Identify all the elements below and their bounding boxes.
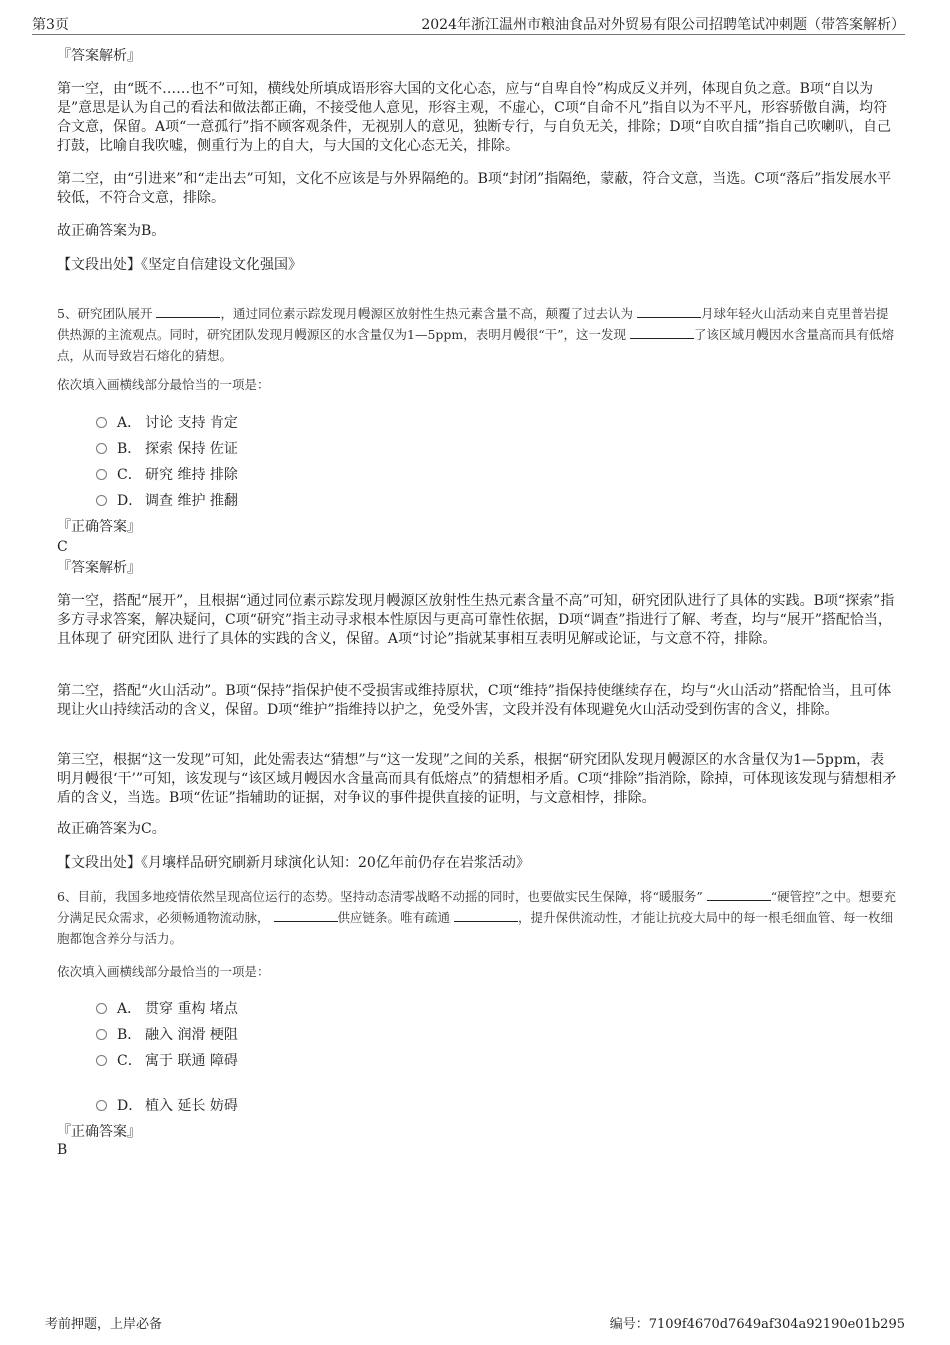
- q5-conclusion: 故正确答案为C。: [57, 821, 166, 837]
- q6-answer-label: 『正确答案』: [57, 1124, 141, 1140]
- footer-slogan: 考前押题，上岸必备: [45, 1317, 163, 1332]
- q5-stem: 5、研究团队展开 ，通过同位素示踪发现月幔源区放射性生热元素含量不高，颠覆了过去认为 月球年轻火山活动来自克里普岩提供热源的主流观点。同时，研究团队发现月幔源区的水含量仅为1—5ppm，表明月幔很“干”，这一发现 了该区域月幔因水含量高而具有低熔点，从而导致岩石熔化的猜想。: [57, 306, 895, 363]
- radio-icon[interactable]: [96, 1055, 107, 1066]
- q4-analysis-para1: 第一空，由“既不……也不”可知，横线处所填成语形容大国的文化心态，应与“自卑自怜”构成反义并列，体现自负之意。B项“自以为是”意思是认为自己的看法和做法都正确，不接受他人意见，形容主观，不虚心，C项“自命不凡”指自以为不平凡，形容骄傲自满，均符合文意，保留。A项“一意孤行”指不顾客观条件，无视别人的意见，独断专行，与自负无关，排除；D项“自吹自擂”指自己吹喇叭，自己打鼓，比喻自我吹嘘，侧重行为上的自大，与大国的文化心态无关，排除。: [57, 81, 891, 154]
- q6-answer: B: [57, 1142, 68, 1158]
- q5-option-c[interactable]: C． 研究 维持 排除: [96, 464, 238, 484]
- q6-instruction: 依次填入画横线部分最恰当的一项是：: [57, 964, 270, 979]
- q5-analysis-label: 『答案解析』: [57, 560, 141, 576]
- q5-blank-3: [630, 326, 694, 339]
- q6-blank-2: [274, 909, 338, 922]
- q5-option-d[interactable]: D． 调查 维护 推翻: [96, 490, 238, 510]
- q5-option-b[interactable]: B． 探索 保持 佐证: [96, 438, 238, 458]
- q6-number: 6、: [57, 889, 78, 904]
- q5-analysis-para2: 第二空，搭配“火山活动”。B项“保持”指保护使不受损害或维持原状，C项“维持”指保持使继续存在，均与“火山活动”搭配恰当，且可体现让火山持续活动的含义，保留。D项“维护”指维持以护之，免受外害，文段并没有体现避免火山活动受到伤害的含义，排除。: [57, 683, 892, 718]
- q4-analysis-label: 『答案解析』: [57, 48, 141, 64]
- radio-icon[interactable]: [96, 1029, 107, 1040]
- radio-icon[interactable]: [96, 495, 107, 506]
- radio-icon[interactable]: [96, 469, 107, 480]
- q4-analysis-para2: 第二空，由“引进来”和“走出去”可知，文化不应该是与外界隔绝的。B项“封闭”指隔绝，蒙蔽，符合文意，当选。C项“落后”指发展水平较低，不符合文意，排除。: [57, 171, 892, 206]
- q6-option-b[interactable]: B． 融入 润滑 梗阻: [96, 1024, 238, 1044]
- q5-option-a[interactable]: A． 讨论 支持 肯定: [96, 412, 238, 432]
- q5-blank-1: [156, 305, 220, 318]
- q6-option-d[interactable]: D． 植入 延长 妨碍: [96, 1095, 238, 1115]
- q5-number: 5、: [57, 306, 78, 321]
- q5-instruction: 依次填入画横线部分最恰当的一项是：: [57, 377, 270, 392]
- radio-icon[interactable]: [96, 1100, 107, 1111]
- q5-answer: C: [57, 539, 68, 555]
- q5-analysis-para3: 第三空，根据“这一发现”可知，此处需表达“猜想”与“这一发现”之间的关系，根据“研究团队发现月幔源区的水含量仅为1—5ppm，表明月幔很‘干’”可知，该发现与“该区域月幔因水含量高而具有低熔点”的猜想相矛盾。C项“排除”指消除，除掉，可体现该发现与猜想相矛盾的含义，当选。B项“佐证”指辅助的证据，对争议的事件提供直接的证明，与文意相悖，排除。: [57, 752, 897, 806]
- q4-source: 【文段出处】《坚定自信建设文化强国》: [57, 257, 302, 273]
- q5-answer-label: 『正确答案』: [57, 519, 141, 535]
- q6-blank-3: [454, 909, 518, 922]
- q5-source: 【文段出处】《月壤样品研究刷新月球演化认知：20亿年前仍存在岩浆活动》: [57, 855, 530, 871]
- q4-conclusion: 故正确答案为B。: [57, 223, 166, 239]
- radio-icon[interactable]: [96, 443, 107, 454]
- q5-analysis-para1: 第一空，搭配“展开”，且根据“通过同位素示踪发现月幔源区放射性生热元素含量不高”可知，研究团队进行了具体的实践。B项“探索”指多方寻求答案，解决疑问，C项“研究”指主动寻求根本性原因与更高可靠性依据，D项“调查”指进行了解、考查，均与“展开”搭配恰当，且体现了 研究团队 进行了具体的实践的含义，保留。A项“讨论”指就某事相互表明见解或论证，与文意不符，排除。: [57, 593, 895, 647]
- q6-option-a[interactable]: A． 贯穿 重构 堵点: [96, 998, 238, 1018]
- page-number: 第3页: [32, 17, 69, 33]
- page-footer: [45, 1313, 905, 1332]
- q6-option-c[interactable]: C． 寓于 联通 障碍: [96, 1050, 238, 1070]
- footer-id: 编号：7109f4670d7649af304a92190e01b295: [609, 1317, 905, 1332]
- page-header: [32, 14, 905, 35]
- q6-blank-1: [707, 888, 771, 901]
- q5-blank-2: [637, 305, 701, 318]
- radio-icon[interactable]: [96, 417, 107, 428]
- radio-icon[interactable]: [96, 1003, 107, 1014]
- q6-stem: 6、目前，我国多地疫情依然呈现高位运行的态势。坚持动态清零战略不动摇的同时，也要做实民生保障，将“暖服务” “硬管控”之中。想要充分满足民众需求，必须畅通物流动脉， 供应链条。唯有疏通 ，提升保供流动性，才能让抗疫大局中的每一根毛细血管、每一枚细胞都饱含养分与活力。: [57, 889, 897, 946]
- document-title: 2024年浙江温州市粮油食品对外贸易有限公司招聘笔试冲刺题（带答案解析）: [421, 17, 905, 33]
